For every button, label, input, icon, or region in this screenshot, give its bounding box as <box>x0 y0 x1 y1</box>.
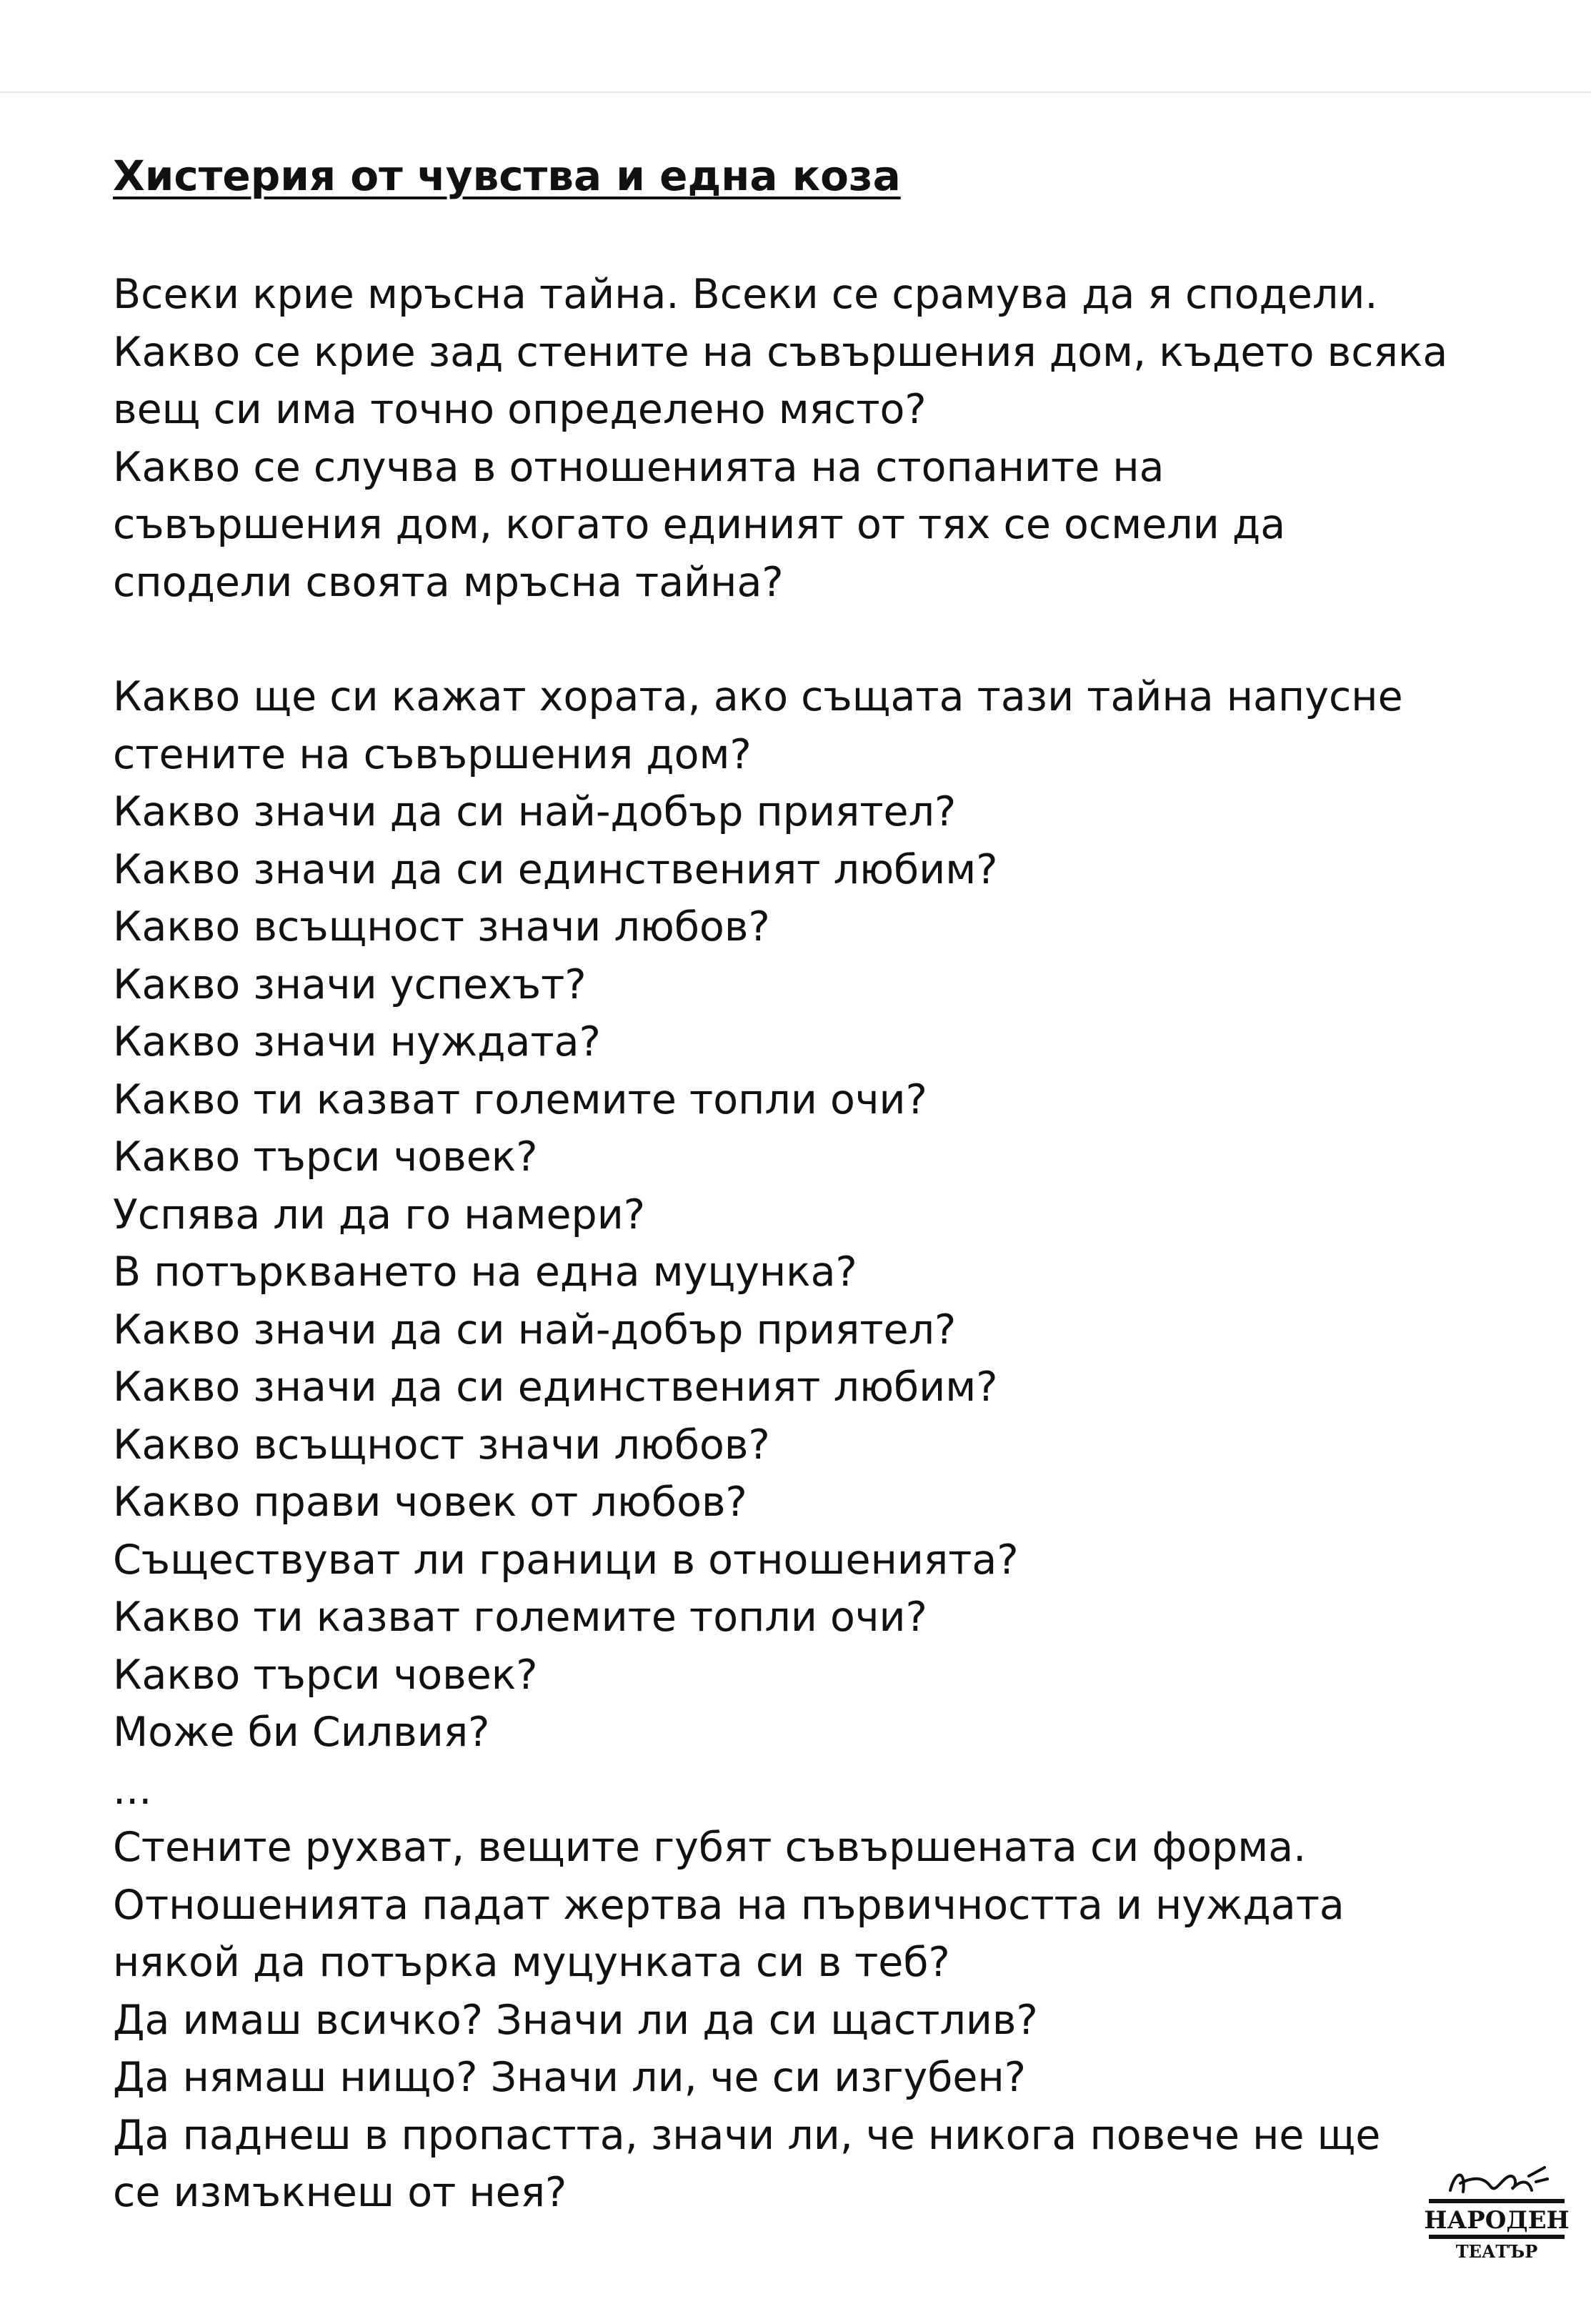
text-line: Какво ти казват големите топли очи? <box>113 1076 927 1123</box>
text-line: съвършения дом, когато единият от тях се осмели да <box>113 501 1286 548</box>
text-line: Какво значи успехът? <box>113 960 587 1008</box>
text-line: Какво търси човек? <box>113 1133 538 1181</box>
theatre-logo-stamp <box>1422 2162 1572 2262</box>
text-line: някой да потърка муцунката си в теб? <box>113 1939 950 1986</box>
text-line: Какво се крие зад стените на съвършения дом, където всяка <box>113 328 1448 376</box>
text-line: Какво значи да си най-добър приятел? <box>113 788 957 835</box>
text-line: В потъркването на една муцунка? <box>113 1248 857 1296</box>
logo-signature <box>1450 2167 1547 2192</box>
text-line: стените на съвършения дом? <box>113 730 752 778</box>
logo-line-1: НАРОДЕН <box>1424 2206 1570 2235</box>
text-line: Стените рухват, вещите губят съвършената си форма. <box>113 1824 1307 1871</box>
logo-rule-bottom <box>1429 2235 1565 2239</box>
text-line: Успява ли да го намери? <box>113 1191 646 1238</box>
text-line: Какво значи да си най-добър приятел? <box>113 1306 957 1354</box>
text-line: ... <box>113 1766 152 1814</box>
text-line: вещ си има точно определено място? <box>113 386 927 433</box>
text-line: Да имаш всичко? Значи ли да си щастлив? <box>113 1996 1038 2044</box>
text-line: Да паднеш в пропастта, значи ли, че никога повече не ще <box>113 2111 1381 2159</box>
paragraph-2 <box>113 668 1513 2222</box>
text-line: Какво търси човек? <box>113 1651 538 1699</box>
scan-edge-rule <box>0 91 1591 93</box>
text-line: Всеки крие мръсна тайна. Всеки се срамува да я сподели. <box>113 271 1378 318</box>
logo-rule-top <box>1429 2199 1565 2203</box>
paragraph-1 <box>113 266 1513 611</box>
text-line: Какво всъщност значи любов? <box>113 903 770 950</box>
text-line: Какво всъщност значи любов? <box>113 1421 770 1469</box>
text-line: се измъкнеш от нея? <box>113 2169 567 2216</box>
text-line: Съществуват ли граници в отношенията? <box>113 1536 1019 1584</box>
text-line: Какво се случва в отношенията на стопаните на <box>113 443 1164 491</box>
text-line: Какво ще си кажат хората, ако същата тази тайна напусне <box>113 673 1403 720</box>
text-line: Може би Силвия? <box>113 1709 490 1756</box>
text-line: Какво значи да си единственият любим? <box>113 845 998 893</box>
text-line: сподели своята мръсна тайна? <box>113 558 784 606</box>
text-line: Какво значи да си единственият любим? <box>113 1364 998 1411</box>
text-line: Какво значи нуждата? <box>113 1018 601 1066</box>
document-title: Хистерия от чувства и една коза <box>113 152 901 200</box>
text-line: Отношенията падат жертва на първичността и нуждата <box>113 1881 1345 1929</box>
text-line: Какво ти казват големите топли очи? <box>113 1594 927 1641</box>
document-body <box>113 266 1513 2222</box>
text-line: Да нямаш нищо? Значи ли, че си изгубен? <box>113 2054 1027 2101</box>
text-line: Какво прави човек от любов? <box>113 1479 747 1526</box>
logo-line-2: ТЕАТЪР <box>1455 2241 1538 2262</box>
